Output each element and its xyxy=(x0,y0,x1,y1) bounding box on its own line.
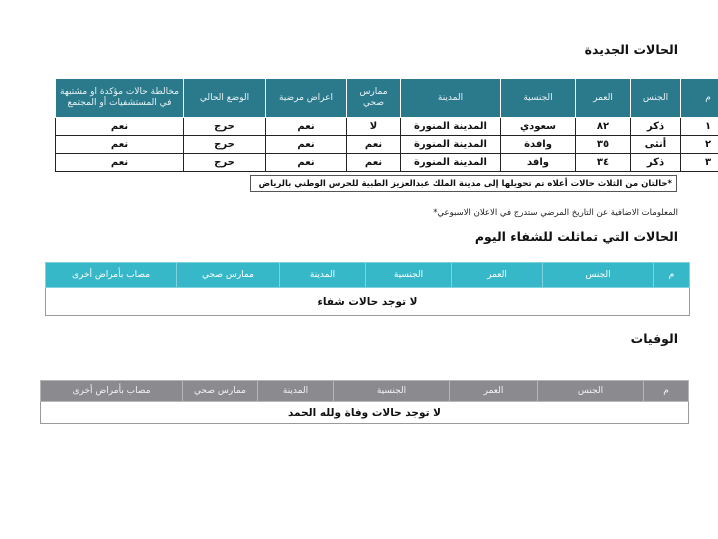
table-cell: وافدة xyxy=(501,136,576,154)
col-age-header: العمر xyxy=(576,79,631,118)
table-cell: نعم xyxy=(56,136,184,154)
col-city-header: المدينة xyxy=(401,79,501,118)
table-cell: سعودي xyxy=(501,118,576,136)
col-index-header: م xyxy=(681,79,718,118)
table-cell: لا xyxy=(347,118,401,136)
col-health-worker-header: ممارس صحي xyxy=(347,79,401,118)
table-cell: ٣٤ xyxy=(576,154,631,172)
table-cell: ذكر xyxy=(631,154,681,172)
table-header-row xyxy=(56,79,718,118)
table-cell: المدينة المنورة xyxy=(401,154,501,172)
table-cell: أنثى xyxy=(631,136,681,154)
col-city-header: المدينة xyxy=(280,263,366,288)
col-gender-header: الجنس xyxy=(631,79,681,118)
col-health-worker-header: ممارس صحي xyxy=(177,263,280,288)
table-cell: المدينة المنورة xyxy=(401,118,501,136)
col-other-diseases-header: مصاب بأمراض أخرى xyxy=(46,263,177,288)
table-cell: نعم xyxy=(266,154,347,172)
col-other-diseases-header: مصاب بأمراض أخرى xyxy=(41,381,183,402)
col-status-header: الوضع الحالي xyxy=(184,79,266,118)
table-cell: نعم xyxy=(266,136,347,154)
col-index-header: م xyxy=(644,381,689,402)
new-cases-table xyxy=(55,78,718,172)
table-cell: نعم xyxy=(56,118,184,136)
table-cell: حرج xyxy=(184,118,266,136)
empty-state-text: لا توجد حالات وفاة ولله الحمد xyxy=(41,402,689,424)
table-cell: ٣٥ xyxy=(576,136,631,154)
col-index-header: م xyxy=(654,263,690,288)
table-cell: حرج xyxy=(184,154,266,172)
table-cell: ٢ xyxy=(681,136,718,154)
col-contact-header: مخالطة حالات مؤكدة او مشتبهة في المستشفيات أو المجتمع xyxy=(56,79,184,118)
table-row xyxy=(46,288,690,316)
table-cell: نعم xyxy=(56,154,184,172)
col-gender-header: الجنس xyxy=(538,381,644,402)
table-cell: ٣ xyxy=(681,154,718,172)
referral-note: *حالتان من الثلاث حالات أعلاه تم تحويلها إلى مدينة الملك عبدالعزيز الطبية للحرس الوطني بالرياض xyxy=(250,175,677,192)
additional-info-note: المعلومات الاضافية عن التاريخ المرضي ستدرج في الاعلان الاسبوعي* xyxy=(433,208,678,218)
table-cell: ٨٢ xyxy=(576,118,631,136)
recovered-table xyxy=(45,262,690,316)
col-nationality-header: الجنسية xyxy=(501,79,576,118)
table-row xyxy=(41,402,689,424)
col-age-header: العمر xyxy=(452,263,543,288)
col-age-header: العمر xyxy=(450,381,538,402)
col-gender-header: الجنس xyxy=(543,263,654,288)
table-cell: حرج xyxy=(184,136,266,154)
table-row xyxy=(56,136,718,154)
table-row xyxy=(56,118,718,136)
col-nationality-header: الجنسية xyxy=(366,263,452,288)
table-header-row xyxy=(41,381,689,402)
empty-state-text: لا توجد حالات شفاء xyxy=(46,288,690,316)
col-health-worker-header: ممارس صحي xyxy=(183,381,258,402)
col-nationality-header: الجنسية xyxy=(334,381,450,402)
col-city-header: المدينة xyxy=(258,381,334,402)
new-cases-title: الحالات الجديدة xyxy=(584,42,678,57)
table-cell: نعم xyxy=(347,136,401,154)
table-cell: نعم xyxy=(266,118,347,136)
table-row xyxy=(56,154,718,172)
deaths-title: الوفيات xyxy=(630,331,678,346)
table-cell: نعم xyxy=(347,154,401,172)
table-cell: ذكر xyxy=(631,118,681,136)
col-symptoms-header: اعراض مرضية xyxy=(266,79,347,118)
deaths-table xyxy=(40,380,689,424)
table-cell: ١ xyxy=(681,118,718,136)
recovered-title: الحالات التي تماثلت للشفاء اليوم xyxy=(474,229,678,244)
table-cell: وافد xyxy=(501,154,576,172)
table-cell: المدينة المنورة xyxy=(401,136,501,154)
table-header-row xyxy=(46,263,690,288)
